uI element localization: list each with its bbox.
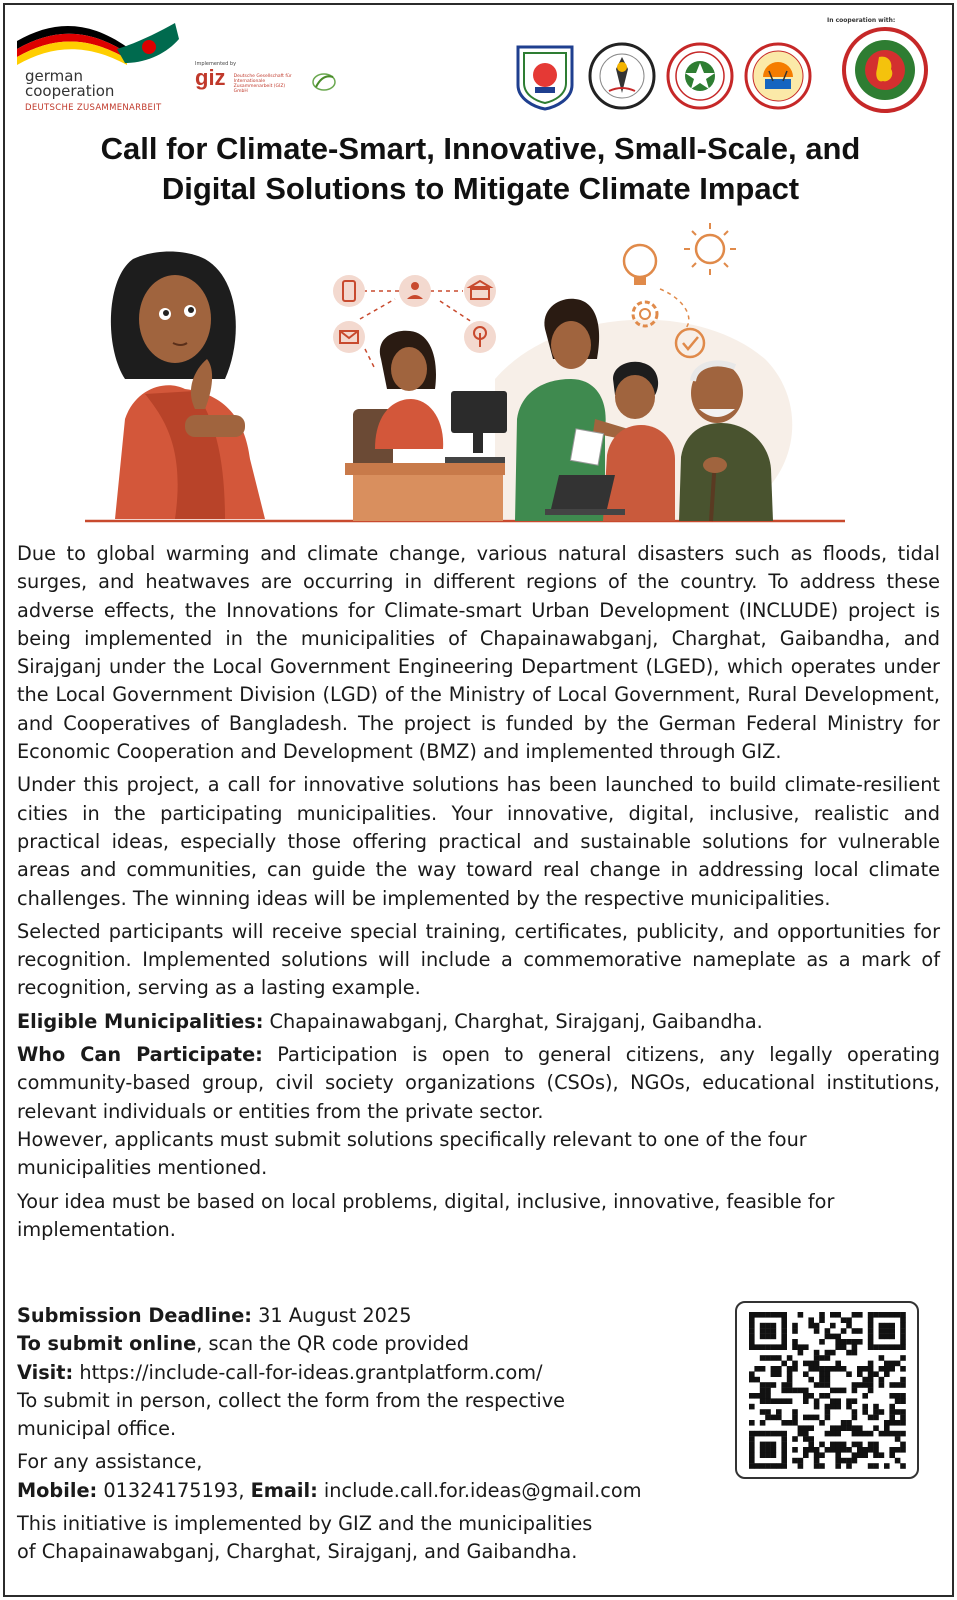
online-value: , scan the QR code provided	[196, 1332, 470, 1356]
person-icon	[399, 275, 431, 307]
in-person-line-2: municipal office.	[17, 1417, 177, 1441]
visit-link[interactable]: https://include-call-for-ideas.grantplatform.com/	[73, 1360, 543, 1384]
mobile-icon	[333, 275, 365, 307]
municipality-seal-charghat-icon	[743, 41, 813, 111]
who-note: However, applicants must submit solutions specifically relevant to one of the four municipalities mentioned.	[17, 1127, 807, 1180]
logo-text-deutsche: DEUTSCHE ZUSAMMENARBEIT	[25, 103, 162, 113]
logo-text-cooperation: cooperation	[25, 82, 115, 100]
government-of-bangladesh-seal-icon	[839, 27, 931, 113]
intro-paragraph: Due to global warming and climate change, various natural disasters such as floods, tidal surges, and heatwaves are occurring in different regions of the country. To address these adverse effects, the Innovations for Climate-smart Urban Development (INCLUDE) project is being implemented in the municipalities of Chapainawabganj, Charghat, Gaibandha, and Sirajganj under the Local Government Engineering Department (LGED), which operates under the Local Government Division (LGD) of the Ministry of Local Government, Rural Development, and Cooperatives of Bangladesh. The project is funded by the German Federal Ministry for Economic Cooperation and Development (BMZ) and implemented through GIZ.	[17, 542, 940, 764]
deadline-value: 31 August 2025	[252, 1304, 412, 1327]
lightbulb-icon	[624, 245, 656, 285]
who-value: Participation is open to general citizens, any legally operating community-based group, civil society organizations (CSOs), NGOs, educational institutions, relevant individuals or entities from the private sector.	[17, 1043, 940, 1123]
girl-at-computer-figure	[345, 331, 507, 521]
cooperation-label: In cooperation with:	[827, 17, 896, 24]
body-text	[17, 540, 940, 1249]
leaf-logo-icon	[311, 71, 337, 93]
bank-icon	[464, 275, 496, 307]
eligible-label: Eligible Municipalities:	[17, 1009, 264, 1033]
giz-implemented-by: Implemented by	[195, 61, 237, 67]
deadline-label: Submission Deadline:	[17, 1304, 252, 1327]
submission-deadline	[17, 1302, 717, 1330]
mobile-label: Mobile:	[17, 1478, 98, 1502]
qr-code-pattern-icon	[737, 1303, 917, 1477]
footer-line-1: This initiative is implemented by GIZ and the municipalities	[17, 1512, 593, 1536]
contact-line	[17, 1477, 940, 1505]
title-line-1: Call for Climate-Smart, Innovative, Small-Scale, and	[100, 131, 861, 166]
municipality-seal-sirajganj-icon	[510, 41, 580, 111]
visit-url	[17, 1359, 717, 1387]
eligible-municipalities	[17, 1008, 940, 1036]
footer-line-2: of Chapainawabganj, Charghat, Sirajganj, and Gaibandha.	[17, 1540, 578, 1564]
thinking-woman-figure	[111, 252, 265, 520]
advertisement-page	[3, 3, 954, 1597]
idea-requirement: Your idea must be based on local problems, digital, inclusive, innovative, feasible for implementation.	[17, 1189, 835, 1241]
german-cooperation-logo	[17, 19, 182, 114]
qr-code[interactable]	[735, 1301, 919, 1479]
mail-icon	[333, 321, 365, 353]
flag-swoosh-icon	[17, 19, 182, 69]
submission-section	[17, 1302, 717, 1567]
eligible-value: Chapainawabganj, Charghat, Sirajganj, Gaibandha.	[263, 1009, 763, 1033]
hero-illustration	[75, 219, 875, 529]
submit-online	[17, 1330, 717, 1358]
giz-full-name: Deutsche Gesellschaft für Internationale Zusammenarbeit (GIZ) GmbH	[233, 74, 292, 94]
municipality-seal-chapainawabganj-icon	[665, 41, 735, 111]
call-paragraph: Under this project, a call for innovative solutions has been launched to build climate-resilient cities in the participating municipalities. Your innovative, digital, inclusive, realistic and practical ideas, especially those offering practical and sustainable solutions for vulnerable areas and communities, can guide the way toward real change in addressing local climate challenges. The winning ideas will be implemented by the respective municipalities.	[17, 773, 940, 910]
who-can-participate	[17, 1041, 940, 1126]
benefits-paragraph: Selected participants will receive special training, certificates, publicity, and opportunities for recognition. Implemented solutions will include a commemorative nameplate as a mark of recognition, serving as a lasting example.	[17, 919, 940, 1000]
visit-label: Visit:	[17, 1360, 74, 1384]
online-label: To submit online	[17, 1332, 197, 1356]
giz-mark: giz	[195, 65, 226, 90]
email-label: Email:	[250, 1478, 318, 1502]
who-label: Who Can Participate:	[17, 1043, 263, 1067]
assistance-label: For any assistance,	[17, 1450, 203, 1474]
in-person-line-1: To submit in person, collect the form from the respective	[17, 1388, 566, 1412]
municipality-seal-gaibandha-icon	[587, 41, 657, 111]
touch-icon	[464, 321, 496, 353]
page-title	[5, 129, 954, 209]
sun-icon	[684, 223, 736, 275]
mobile-value[interactable]: 01324175193,	[97, 1478, 251, 1502]
email-value[interactable]: include.call.for.ideas@gmail.com	[317, 1478, 642, 1502]
title-line-2: Digital Solutions to Mitigate Climate Impact	[161, 171, 800, 206]
logo-text-german: german	[25, 67, 83, 85]
